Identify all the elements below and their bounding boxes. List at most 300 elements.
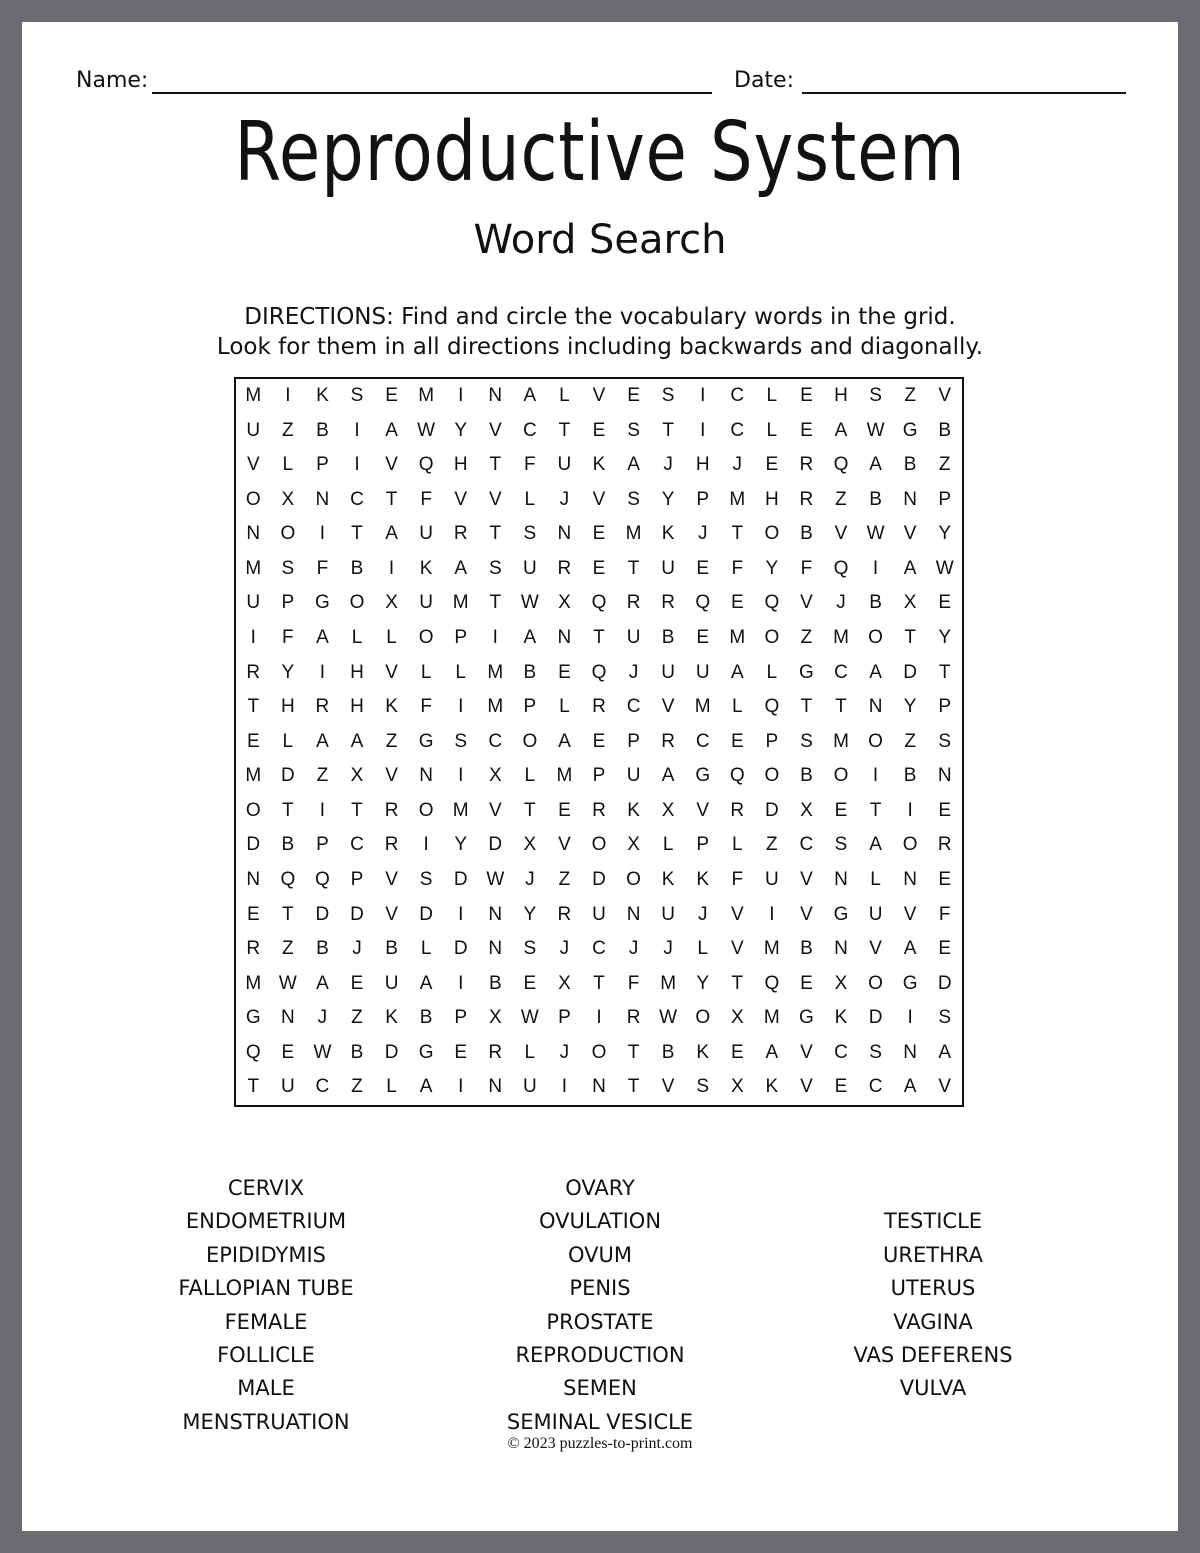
- grid-letter[interactable]: E: [938, 592, 952, 614]
- grid-letter[interactable]: M: [763, 1007, 780, 1029]
- grid-letter[interactable]: I: [458, 903, 464, 925]
- grid-letter[interactable]: J: [732, 454, 743, 476]
- grid-letter[interactable]: P: [454, 1007, 468, 1029]
- grid-letter[interactable]: S: [869, 385, 882, 406]
- grid-letter[interactable]: A: [903, 557, 917, 579]
- grid-letter[interactable]: I: [285, 385, 291, 406]
- grid-letter[interactable]: L: [559, 385, 570, 406]
- grid-letter[interactable]: U: [419, 592, 433, 614]
- grid-letter[interactable]: E: [800, 419, 813, 441]
- grid-letter[interactable]: P: [454, 627, 468, 648]
- grid-letter[interactable]: V: [800, 592, 813, 614]
- grid-letter[interactable]: I: [250, 627, 256, 648]
- grid-letter[interactable]: M: [625, 523, 642, 545]
- grid-letter[interactable]: Z: [904, 730, 916, 752]
- grid-letter[interactable]: M: [452, 799, 469, 821]
- grid-letter[interactable]: A: [730, 661, 744, 683]
- grid-letter[interactable]: V: [661, 696, 675, 718]
- grid-letter[interactable]: I: [907, 799, 913, 821]
- grid-letter[interactable]: N: [488, 903, 503, 925]
- grid-letter[interactable]: N: [834, 938, 848, 960]
- grid-letter[interactable]: T: [489, 523, 502, 545]
- grid-letter[interactable]: E: [834, 799, 848, 821]
- grid-letter[interactable]: L: [766, 385, 778, 406]
- grid-letter[interactable]: U: [868, 903, 883, 925]
- grid-letter[interactable]: A: [350, 730, 364, 752]
- grid-letter[interactable]: E: [765, 454, 779, 476]
- grid-letter[interactable]: D: [903, 661, 917, 683]
- grid-letter[interactable]: Q: [833, 454, 849, 476]
- grid-letter[interactable]: Q: [591, 661, 607, 683]
- grid-letter[interactable]: E: [385, 385, 398, 406]
- grid-letter[interactable]: O: [418, 799, 434, 821]
- grid-letter[interactable]: P: [316, 834, 329, 856]
- grid-letter[interactable]: M: [245, 557, 262, 579]
- grid-letter[interactable]: V: [385, 765, 398, 787]
- grid-letter[interactable]: G: [799, 661, 814, 683]
- grid-letter[interactable]: J: [836, 592, 846, 614]
- grid-letter[interactable]: Z: [766, 834, 778, 856]
- grid-letter[interactable]: T: [489, 454, 502, 476]
- grid-letter[interactable]: H: [695, 454, 710, 476]
- grid-letter[interactable]: T: [558, 419, 571, 441]
- grid-letter[interactable]: R: [661, 730, 675, 752]
- grid-letter[interactable]: A: [938, 1041, 952, 1063]
- grid-letter[interactable]: X: [730, 1007, 744, 1029]
- grid-letter[interactable]: D: [453, 938, 468, 960]
- grid-letter[interactable]: D: [488, 834, 503, 856]
- grid-letter[interactable]: X: [281, 488, 295, 510]
- grid-letter[interactable]: U: [522, 1076, 537, 1098]
- grid-letter[interactable]: O: [245, 799, 261, 821]
- grid-letter[interactable]: L: [731, 696, 743, 718]
- grid-letter[interactable]: I: [354, 419, 360, 441]
- grid-letter[interactable]: S: [696, 1076, 710, 1098]
- grid-letter[interactable]: X: [523, 834, 537, 856]
- grid-letter[interactable]: O: [764, 765, 780, 787]
- grid-letter[interactable]: V: [730, 903, 744, 925]
- grid-letter[interactable]: C: [730, 385, 745, 406]
- grid-letter[interactable]: K: [316, 385, 329, 406]
- grid-letter[interactable]: V: [385, 869, 398, 890]
- grid-letter[interactable]: Y: [938, 523, 952, 545]
- grid-letter[interactable]: A: [661, 765, 675, 787]
- grid-letter[interactable]: X: [834, 972, 848, 994]
- grid-letter[interactable]: L: [386, 1076, 397, 1098]
- grid-letter[interactable]: Q: [315, 869, 330, 890]
- grid-letter[interactable]: N: [315, 488, 330, 510]
- grid-letter[interactable]: R: [453, 523, 468, 545]
- grid-letter[interactable]: E: [592, 419, 606, 441]
- grid-letter[interactable]: H: [280, 696, 295, 718]
- grid-letter[interactable]: P: [316, 454, 329, 476]
- grid-letter[interactable]: V: [246, 454, 260, 476]
- grid-letter[interactable]: V: [488, 419, 502, 441]
- grid-letter[interactable]: V: [592, 385, 606, 406]
- grid-letter[interactable]: G: [799, 1007, 814, 1029]
- grid-letter[interactable]: N: [903, 869, 917, 890]
- grid-letter[interactable]: S: [419, 869, 433, 890]
- grid-letter[interactable]: M: [245, 972, 262, 994]
- grid-letter[interactable]: U: [626, 765, 641, 787]
- grid-letter[interactable]: X: [730, 1076, 744, 1098]
- grid-letter[interactable]: B: [281, 834, 295, 856]
- grid-letter[interactable]: K: [696, 1041, 710, 1063]
- grid-letter[interactable]: Z: [904, 385, 916, 406]
- grid-letter[interactable]: I: [319, 523, 326, 545]
- grid-letter[interactable]: I: [492, 627, 498, 648]
- grid-letter[interactable]: N: [903, 488, 917, 510]
- grid-letter[interactable]: F: [731, 869, 744, 890]
- grid-letter[interactable]: O: [695, 1007, 711, 1029]
- grid-letter[interactable]: L: [351, 627, 363, 648]
- grid-letter[interactable]: D: [592, 869, 606, 890]
- grid-letter[interactable]: E: [730, 1041, 744, 1063]
- grid-letter[interactable]: Q: [591, 592, 607, 614]
- grid-letter[interactable]: M: [694, 696, 711, 718]
- grid-letter[interactable]: T: [247, 1076, 260, 1098]
- grid-letter[interactable]: E: [696, 557, 710, 579]
- grid-letter[interactable]: J: [352, 938, 362, 960]
- grid-letter[interactable]: I: [319, 661, 326, 683]
- grid-letter[interactable]: B: [869, 488, 882, 510]
- grid-letter[interactable]: J: [663, 938, 673, 960]
- grid-letter[interactable]: M: [833, 730, 849, 752]
- grid-letter[interactable]: O: [868, 627, 883, 648]
- grid-letter[interactable]: S: [869, 1041, 882, 1063]
- grid-letter[interactable]: R: [315, 696, 330, 718]
- grid-letter[interactable]: C: [868, 1076, 883, 1098]
- grid-letter[interactable]: V: [488, 488, 502, 510]
- grid-letter[interactable]: B: [316, 938, 329, 960]
- grid-letter[interactable]: W: [486, 869, 505, 890]
- grid-letter[interactable]: J: [697, 903, 708, 925]
- grid-letter[interactable]: V: [938, 385, 952, 406]
- grid-letter[interactable]: T: [489, 592, 502, 614]
- grid-letter[interactable]: R: [246, 661, 261, 683]
- grid-letter[interactable]: E: [800, 972, 813, 994]
- grid-letter[interactable]: M: [452, 592, 469, 614]
- grid-letter[interactable]: G: [902, 419, 918, 441]
- grid-letter[interactable]: L: [455, 661, 466, 683]
- grid-letter[interactable]: B: [800, 523, 813, 545]
- grid-letter[interactable]: I: [872, 765, 879, 787]
- grid-letter[interactable]: P: [696, 488, 710, 510]
- grid-letter[interactable]: R: [557, 903, 572, 925]
- grid-letter[interactable]: P: [696, 834, 710, 856]
- grid-letter[interactable]: U: [246, 419, 261, 441]
- grid-letter[interactable]: U: [661, 903, 675, 925]
- grid-letter[interactable]: X: [488, 765, 502, 787]
- grid-letter[interactable]: U: [522, 557, 537, 579]
- grid-letter[interactable]: E: [350, 972, 364, 994]
- grid-letter[interactable]: O: [349, 592, 365, 614]
- grid-letter[interactable]: U: [695, 661, 710, 683]
- grid-letter[interactable]: A: [765, 1041, 779, 1063]
- grid-letter[interactable]: J: [663, 454, 673, 476]
- grid-letter[interactable]: A: [834, 419, 848, 441]
- grid-letter[interactable]: T: [835, 696, 847, 718]
- grid-letter[interactable]: A: [385, 419, 398, 441]
- grid-letter[interactable]: V: [903, 523, 917, 545]
- grid-letter[interactable]: N: [557, 627, 572, 648]
- grid-letter[interactable]: V: [385, 661, 398, 683]
- grid-letter[interactable]: T: [351, 799, 363, 821]
- grid-letter[interactable]: E: [592, 523, 606, 545]
- grid-letter[interactable]: I: [596, 1007, 602, 1029]
- grid-letter[interactable]: A: [523, 385, 537, 406]
- grid-letter[interactable]: O: [591, 1041, 607, 1063]
- grid-letter[interactable]: G: [695, 765, 711, 787]
- grid-letter[interactable]: E: [730, 592, 744, 614]
- grid-letter[interactable]: V: [869, 938, 882, 960]
- grid-letter[interactable]: J: [559, 1041, 570, 1063]
- grid-letter[interactable]: I: [769, 903, 775, 925]
- grid-letter[interactable]: A: [454, 557, 468, 579]
- grid-letter[interactable]: P: [523, 696, 537, 718]
- grid-letter[interactable]: J: [628, 661, 639, 683]
- grid-letter[interactable]: O: [902, 834, 918, 856]
- grid-letter[interactable]: T: [593, 627, 605, 648]
- grid-letter[interactable]: R: [799, 488, 814, 510]
- grid-letter[interactable]: T: [662, 419, 674, 441]
- grid-letter[interactable]: T: [869, 799, 882, 821]
- grid-letter[interactable]: J: [628, 938, 639, 960]
- grid-letter[interactable]: R: [592, 799, 606, 821]
- grid-letter[interactable]: W: [278, 972, 297, 994]
- grid-letter[interactable]: S: [627, 419, 640, 441]
- grid-letter[interactable]: N: [557, 523, 572, 545]
- grid-letter[interactable]: N: [626, 903, 641, 925]
- grid-letter[interactable]: C: [350, 488, 364, 510]
- grid-letter[interactable]: M: [729, 627, 746, 648]
- grid-letter[interactable]: K: [627, 799, 640, 821]
- grid-letter[interactable]: T: [627, 1076, 640, 1098]
- grid-letter[interactable]: S: [454, 730, 468, 752]
- grid-letter[interactable]: W: [935, 557, 954, 579]
- grid-letter[interactable]: B: [661, 1041, 675, 1063]
- grid-letter[interactable]: U: [280, 1076, 295, 1098]
- grid-letter[interactable]: R: [730, 799, 745, 821]
- grid-letter[interactable]: G: [418, 730, 434, 752]
- grid-letter[interactable]: T: [282, 799, 294, 821]
- grid-letter[interactable]: P: [938, 696, 952, 718]
- grid-letter[interactable]: F: [524, 454, 536, 476]
- grid-letter[interactable]: Z: [558, 869, 571, 890]
- grid-letter[interactable]: A: [419, 972, 433, 994]
- grid-letter[interactable]: L: [559, 696, 570, 718]
- grid-letter[interactable]: C: [626, 696, 641, 718]
- grid-letter[interactable]: E: [627, 385, 640, 406]
- grid-letter[interactable]: T: [524, 799, 536, 821]
- grid-letter[interactable]: W: [520, 1007, 539, 1029]
- grid-letter[interactable]: G: [315, 592, 330, 614]
- grid-letter[interactable]: M: [729, 488, 746, 510]
- grid-letter[interactable]: S: [834, 834, 848, 856]
- grid-letter[interactable]: R: [937, 834, 952, 856]
- grid-letter[interactable]: B: [523, 661, 537, 683]
- grid-letter[interactable]: V: [800, 903, 813, 925]
- grid-letter[interactable]: K: [592, 454, 606, 476]
- grid-letter[interactable]: J: [559, 488, 570, 510]
- grid-letter[interactable]: V: [454, 488, 468, 510]
- grid-letter[interactable]: V: [800, 1076, 813, 1098]
- grid-letter[interactable]: P: [592, 765, 606, 787]
- grid-letter[interactable]: V: [661, 1076, 675, 1098]
- grid-letter[interactable]: Q: [764, 696, 780, 718]
- grid-letter[interactable]: P: [281, 592, 295, 614]
- grid-letter[interactable]: L: [870, 869, 881, 890]
- grid-letter[interactable]: B: [903, 454, 917, 476]
- grid-letter[interactable]: A: [316, 627, 329, 648]
- grid-letter[interactable]: T: [731, 523, 744, 545]
- grid-letter[interactable]: Q: [764, 972, 780, 994]
- grid-letter[interactable]: D: [384, 1041, 399, 1063]
- grid-letter[interactable]: X: [903, 592, 917, 614]
- grid-letter[interactable]: N: [834, 869, 848, 890]
- grid-letter[interactable]: C: [350, 834, 364, 856]
- grid-letter[interactable]: X: [488, 1007, 502, 1029]
- grid-letter[interactable]: O: [764, 627, 780, 648]
- grid-letter[interactable]: F: [938, 903, 951, 925]
- grid-letter[interactable]: E: [696, 627, 710, 648]
- grid-letter[interactable]: U: [764, 869, 779, 890]
- grid-letter[interactable]: R: [592, 696, 606, 718]
- grid-letter[interactable]: Q: [245, 1041, 261, 1063]
- grid-letter[interactable]: O: [764, 523, 780, 545]
- grid-letter[interactable]: E: [246, 730, 260, 752]
- grid-letter[interactable]: Q: [729, 765, 745, 787]
- grid-letter[interactable]: E: [523, 972, 537, 994]
- grid-letter[interactable]: H: [764, 488, 779, 510]
- grid-letter[interactable]: R: [661, 592, 675, 614]
- grid-letter[interactable]: U: [557, 454, 572, 476]
- grid-letter[interactable]: L: [766, 419, 778, 441]
- grid-letter[interactable]: U: [661, 557, 675, 579]
- grid-letter[interactable]: Y: [765, 557, 779, 579]
- grid-letter[interactable]: A: [419, 1076, 433, 1098]
- grid-letter[interactable]: D: [350, 903, 364, 925]
- grid-letter[interactable]: T: [800, 696, 813, 718]
- grid-letter[interactable]: S: [661, 385, 675, 406]
- grid-letter[interactable]: N: [488, 1076, 503, 1098]
- grid-letter[interactable]: S: [938, 1007, 952, 1029]
- grid-letter[interactable]: S: [488, 557, 502, 579]
- grid-letter[interactable]: U: [661, 661, 675, 683]
- grid-letter[interactable]: N: [488, 385, 503, 406]
- grid-letter[interactable]: I: [458, 1076, 464, 1098]
- grid-letter[interactable]: B: [385, 938, 398, 960]
- grid-letter[interactable]: C: [834, 661, 848, 683]
- grid-letter[interactable]: O: [868, 730, 883, 752]
- grid-letter[interactable]: B: [903, 765, 917, 787]
- grid-letter[interactable]: X: [800, 799, 813, 821]
- grid-letter[interactable]: D: [246, 834, 261, 856]
- grid-letter[interactable]: B: [316, 419, 329, 441]
- grid-letter[interactable]: I: [354, 454, 360, 476]
- grid-letter[interactable]: N: [419, 765, 433, 787]
- grid-letter[interactable]: I: [458, 765, 464, 787]
- grid-letter[interactable]: C: [592, 938, 606, 960]
- grid-letter[interactable]: Y: [661, 488, 675, 510]
- grid-letter[interactable]: B: [938, 419, 952, 441]
- grid-letter[interactable]: R: [488, 1041, 503, 1063]
- grid-letter[interactable]: T: [627, 1041, 640, 1063]
- grid-letter[interactable]: L: [766, 661, 778, 683]
- grid-letter[interactable]: O: [626, 869, 641, 890]
- grid-letter[interactable]: Q: [695, 592, 711, 614]
- grid-letter[interactable]: C: [834, 1041, 848, 1063]
- grid-letter[interactable]: M: [245, 765, 262, 787]
- grid-letter[interactable]: N: [488, 938, 503, 960]
- grid-letter[interactable]: C: [730, 419, 745, 441]
- grid-letter[interactable]: C: [799, 834, 814, 856]
- grid-letter[interactable]: V: [800, 1041, 813, 1063]
- grid-letter[interactable]: R: [799, 454, 814, 476]
- grid-letter[interactable]: F: [627, 972, 640, 994]
- grid-letter[interactable]: E: [938, 938, 952, 960]
- grid-letter[interactable]: L: [731, 834, 743, 856]
- grid-letter[interactable]: M: [418, 385, 435, 406]
- grid-letter[interactable]: Z: [351, 1007, 363, 1029]
- grid-letter[interactable]: A: [316, 972, 329, 994]
- grid-letter[interactable]: F: [316, 557, 329, 579]
- grid-letter[interactable]: J: [525, 869, 535, 890]
- grid-letter[interactable]: C: [488, 730, 503, 752]
- grid-letter[interactable]: Q: [833, 557, 849, 579]
- grid-letter[interactable]: Y: [903, 696, 917, 718]
- grid-letter[interactable]: L: [282, 454, 294, 476]
- grid-letter[interactable]: O: [245, 488, 261, 510]
- grid-letter[interactable]: W: [866, 419, 885, 441]
- grid-letter[interactable]: R: [384, 799, 399, 821]
- grid-letter[interactable]: K: [385, 696, 398, 718]
- grid-letter[interactable]: B: [800, 938, 813, 960]
- grid-letter[interactable]: E: [730, 730, 744, 752]
- grid-letter[interactable]: A: [385, 523, 398, 545]
- grid-letter[interactable]: E: [281, 1041, 295, 1063]
- grid-letter[interactable]: Y: [523, 903, 537, 925]
- grid-letter[interactable]: V: [730, 938, 744, 960]
- grid-letter[interactable]: B: [350, 1041, 364, 1063]
- grid-letter[interactable]: G: [245, 1007, 261, 1029]
- grid-letter[interactable]: L: [420, 938, 432, 960]
- grid-letter[interactable]: X: [661, 799, 675, 821]
- grid-letter[interactable]: P: [558, 1007, 571, 1029]
- grid-letter[interactable]: B: [800, 765, 813, 787]
- grid-letter[interactable]: A: [869, 661, 882, 683]
- grid-letter[interactable]: M: [556, 765, 573, 787]
- grid-letter[interactable]: Q: [418, 454, 434, 476]
- grid-letter[interactable]: L: [282, 730, 294, 752]
- grid-letter[interactable]: Z: [385, 730, 398, 752]
- grid-letter[interactable]: A: [903, 938, 917, 960]
- grid-letter[interactable]: D: [280, 765, 295, 787]
- grid-letter[interactable]: O: [868, 972, 883, 994]
- grid-letter[interactable]: N: [937, 765, 952, 787]
- grid-letter[interactable]: X: [627, 834, 640, 856]
- grid-letter[interactable]: N: [246, 869, 261, 890]
- grid-letter[interactable]: E: [246, 903, 260, 925]
- grid-letter[interactable]: L: [386, 627, 397, 648]
- grid-letter[interactable]: S: [350, 385, 364, 406]
- grid-letter[interactable]: E: [800, 385, 813, 406]
- grid-letter[interactable]: O: [522, 730, 538, 752]
- grid-letter[interactable]: M: [487, 696, 504, 718]
- grid-letter[interactable]: A: [903, 1076, 917, 1098]
- grid-letter[interactable]: S: [523, 938, 537, 960]
- grid-letter[interactable]: R: [384, 834, 399, 856]
